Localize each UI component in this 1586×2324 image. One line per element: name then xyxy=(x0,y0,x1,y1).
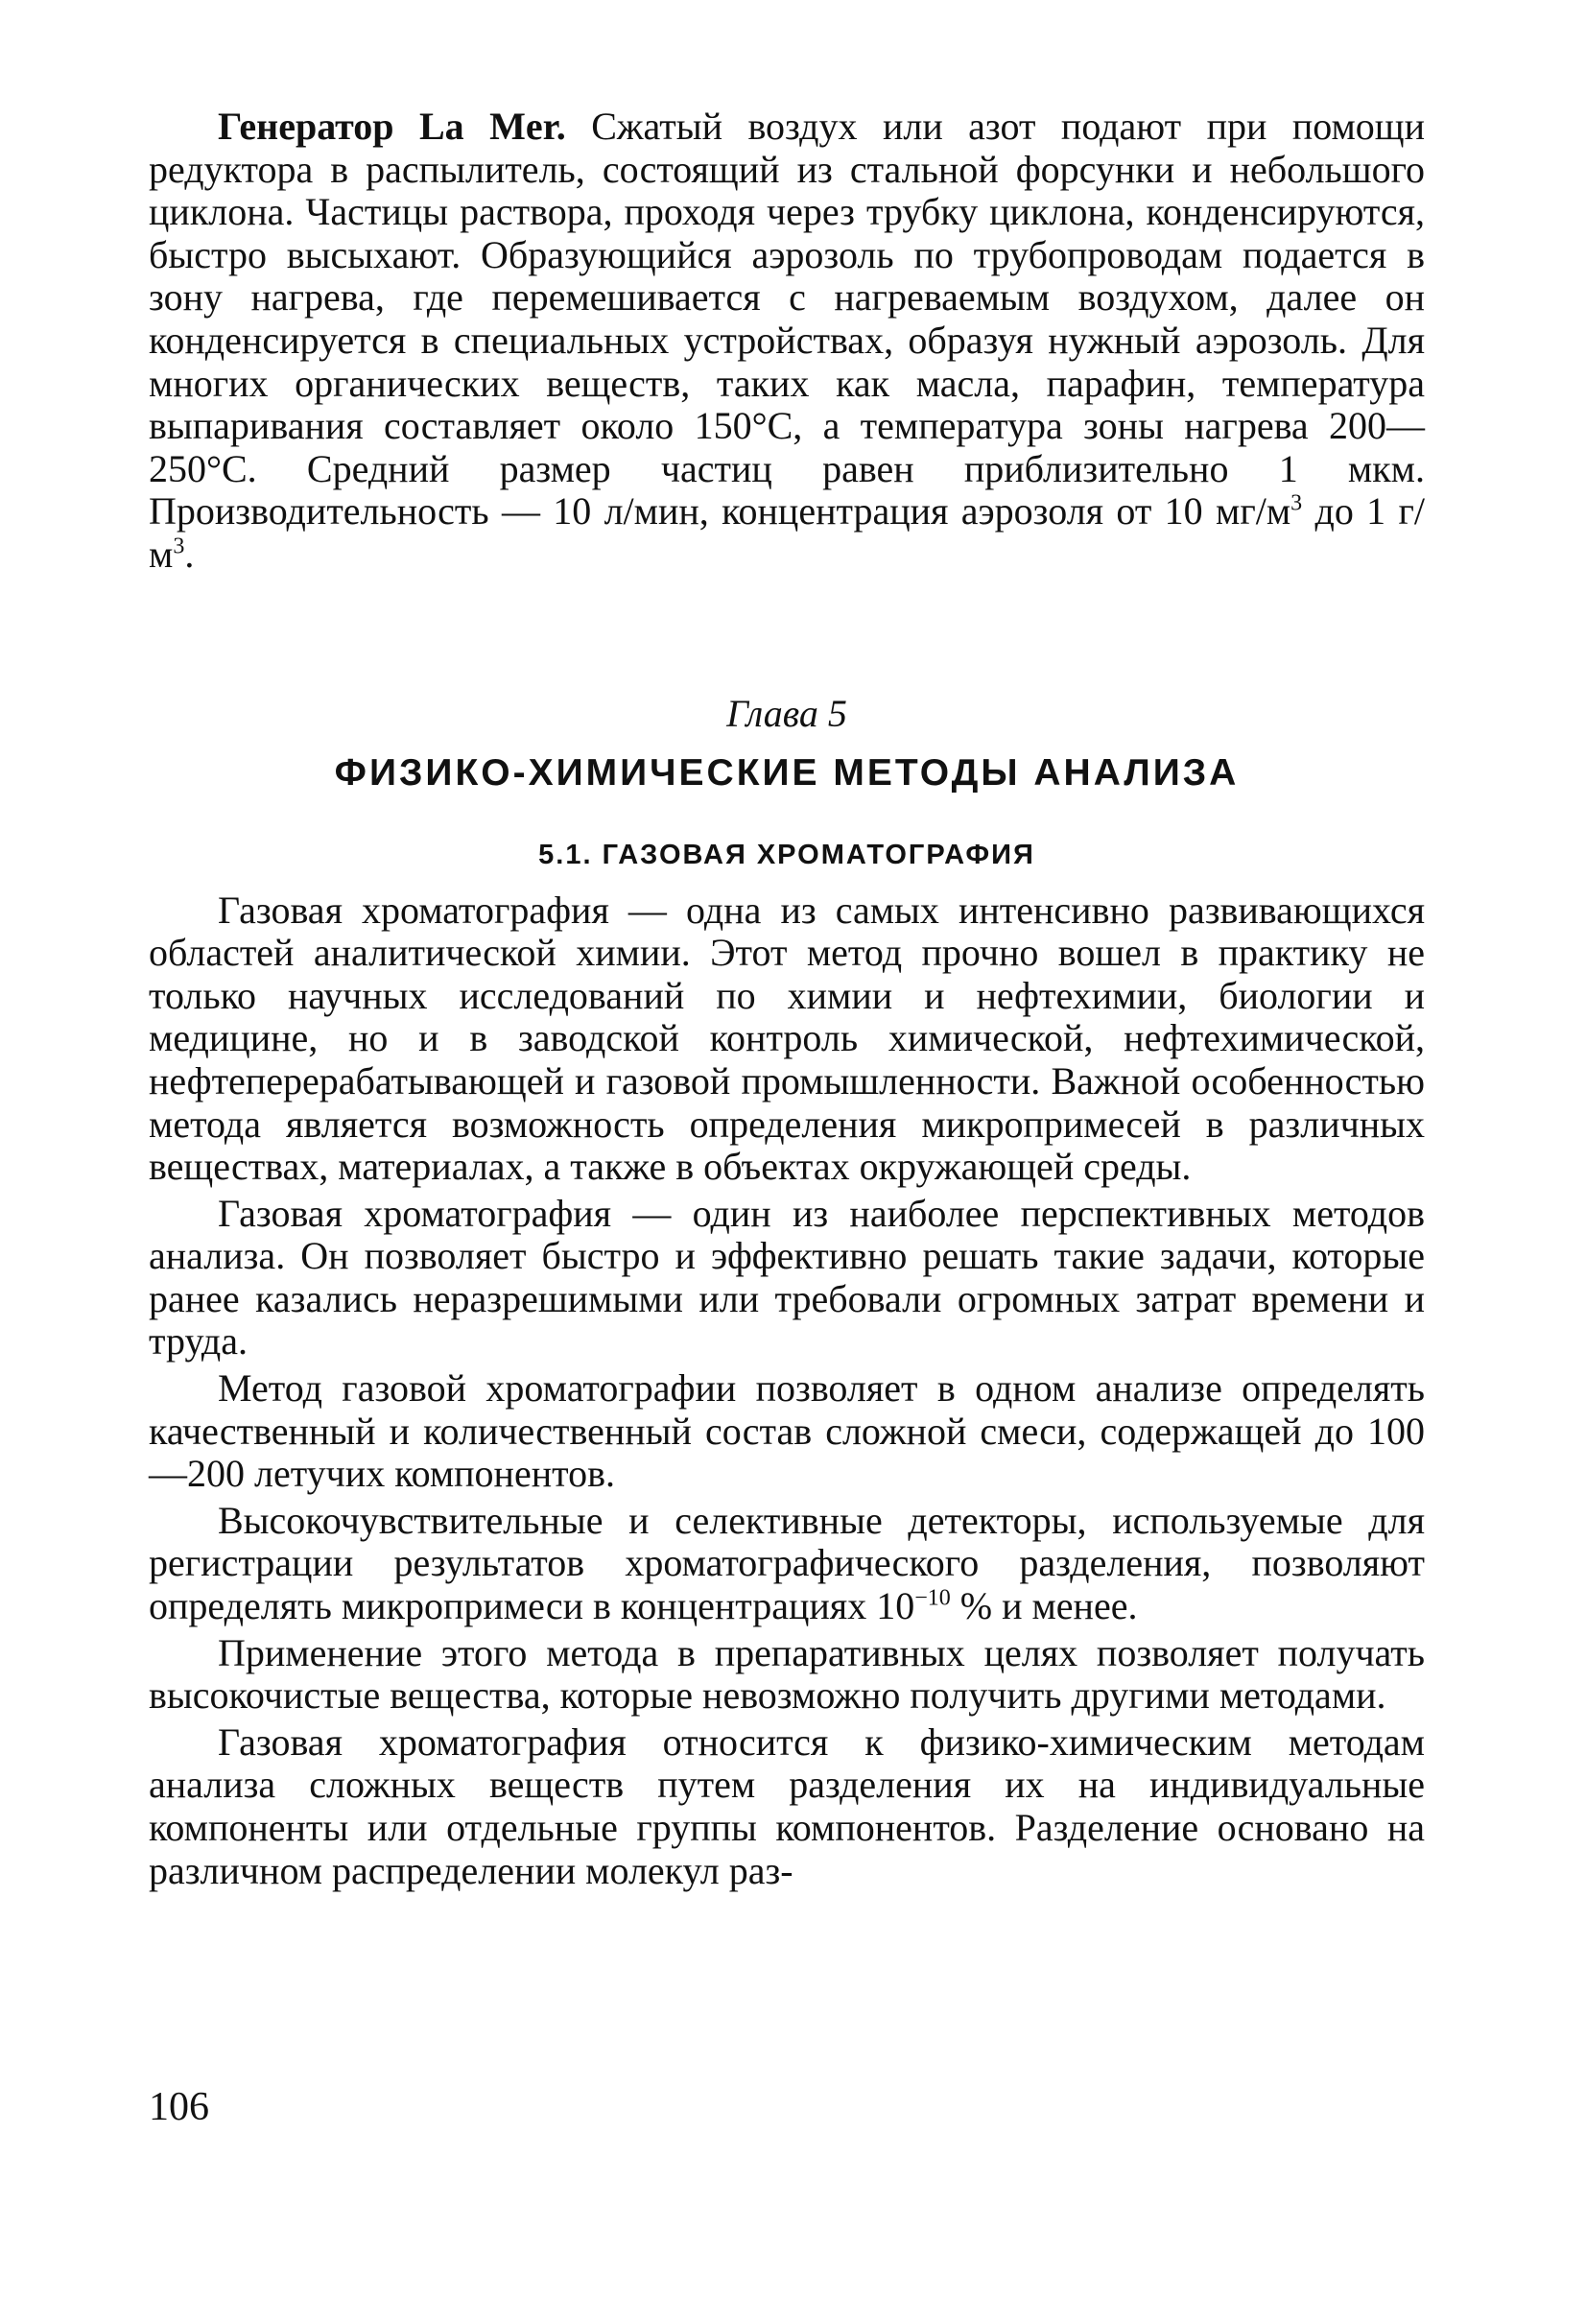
generator-lead: Генератор La Mer. xyxy=(218,105,566,148)
page-content xyxy=(149,106,1425,1892)
paragraph-4-end: % и менее. xyxy=(950,1584,1138,1628)
paragraph-4 xyxy=(149,1500,1425,1628)
paragraph-5: Применение этого метода в препаративных целях позволяет получать высокочистые вещества, которые невозможно получить другими методами. xyxy=(149,1630,1425,1718)
paragraph-1: Газовая хроматография — одна из самых интенсивно развивающихся областей аналитической химии. Этот метод прочно вошел в практику не только научных исследований по химии и нефтехимии, биологии и медицине, но и в заводской контроль химической, нефтехимической, нефтеперерабатывающей и газовой промышленности. Важной особенностью метода является возможность определения микропримесей в различных веществах, материалах, а также в объектах окружающей среды. xyxy=(149,888,1425,1189)
chapter-title: ФИЗИКО-ХИМИЧЕСКИЕ МЕТОДЫ АНАЛИЗА xyxy=(334,751,1240,794)
section-title: 5.1. ГАЗОВАЯ ХРОМАТОГРАФИЯ xyxy=(538,839,1035,870)
generator-text: Сжатый воздух или азот подают при помощи редуктора в распылитель, состоящий из стальной форсунки и небольшого циклона. Частицы раствора, проходя через трубку циклона, конденсируются, быстро высыхают. Образующийся аэрозоль по трубопроводам подается в зону нагрева, где перемешивается с нагреваемым воздухом, далее он конденсируется в специальных устройствах, образуя нужный аэрозоль. Для многих органических веществ, таких как масла, парафин, температура выпаривания составляет около 150°С, а температура зоны нагрева 200—250°С. Средний размер частиц равен приблизительно 1 мкм. Производительность — 10 л/мин, концентрация аэрозоля от 10 мг/м xyxy=(149,105,1426,534)
generator-exp-2: 3 xyxy=(173,534,185,559)
chapter-label: Глава 5 xyxy=(726,691,847,735)
generator-mid: до 1 г/м xyxy=(149,489,1425,576)
paragraph-6: Газовая хроматография относится к физико-химическим методам анализа сложных веществ путем разделения их на индивидуальные компоненты или отдельные группы компонентов. Разделение основано на различном распределении молекул раз- xyxy=(149,1719,1425,1892)
paragraph-2: Газовая хроматография — один из наиболее перспективных методов анализа. Он позволяет быстро и эффективно решать такие задачи, которые ранее казались неразрешимыми или требовали огромных затрат времени и труда. xyxy=(149,1191,1425,1364)
generator-paragraph xyxy=(149,106,1425,577)
paragraph-4-exponent: −10 xyxy=(914,1585,951,1611)
paragraph-3: Метод газовой хроматографии позволяет в одном анализе определять качественный и количественный состав сложной смеси, содержащей до 100—200 летучих компонентов. xyxy=(149,1366,1425,1496)
paragraph-4-text: Высокочувствительные и селективные детекторы, используемые для регистрации результатов хроматографического разделения, позволяют определять микропримеси в концентрациях 10 xyxy=(149,1498,1425,1628)
generator-end: . xyxy=(184,532,195,576)
generator-exp-1: 3 xyxy=(1290,491,1303,517)
page-number: 106 xyxy=(149,2085,209,2129)
